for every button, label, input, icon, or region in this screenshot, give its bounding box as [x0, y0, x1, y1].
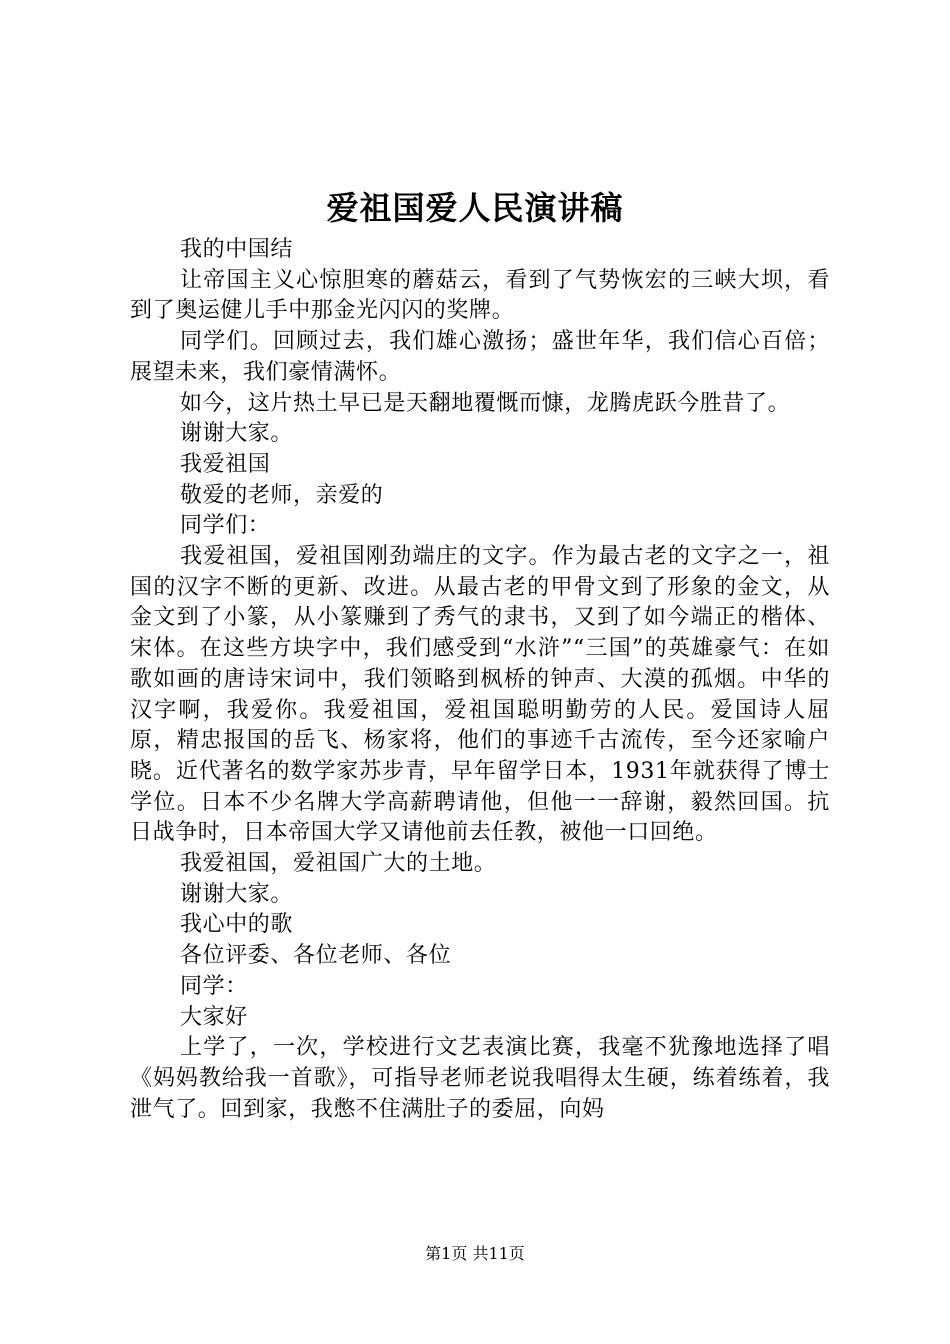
paragraph: 敬爱的老师，亲爱的 [180, 482, 384, 508]
paragraph: 上学了，一次，学校进行文艺表演比赛，我毫不犹豫地选择了唱《妈妈教给我一首歌》，可指导老师老说我唱得太生硬，练着练着，我泄气了。回到家，我憋不住满肚子的委屈，向妈 [130, 1035, 830, 1122]
document-body [130, 235, 830, 1125]
paragraph: 同学们。回顾过去，我们雄心激扬；盛世年华，我们信心百倍；展望未来，我们豪情满怀。 [130, 329, 830, 385]
paragraph: 如今，这片热土早已是天翻地覆慨而慷，龙腾虎跃今胜昔了。 [180, 390, 791, 416]
paragraph: 我爱祖国，爱祖国刚劲端庄的文字。作为最古老的文字之一，祖国的汉字不断的更新、改进。从最古老的甲骨文到了形象的金文，从金文到了小篆，从小篆赚到了秀气的隶书，又到了如今端正的楷体、宋体。在这些方块字中，我们感受到“水浒”“三国”的英雄豪气：在如歌如画的唐诗宋词中，我们领略到枫桥的钟声、大漠的孤烟。中华的汉字啊，我爱你。我爱祖国，爱祖国聪明勤劳的人民。爱国诗人屈原，精忠报国的岳飞、杨家将，他们的事迹千古流传，至今还家喻户晓。近代著名的数学家苏步青，早年留学日本，1931年就获得了博士学位。日本不少名牌大学高薪聘请他，但他一一辞谢，毅然回国。抗日战争时，日本帝国大学又请他前去任教，被他一口回绝。 [130, 544, 830, 846]
paragraph: 同学们： [180, 513, 271, 539]
document-title: 爱祖国爱人民演讲稿 [326, 189, 624, 227]
paragraph: 我爱祖国 [180, 451, 271, 477]
page-number-footer: 第1页 共11页 [425, 1244, 525, 1263]
paragraph: 我的中国结 [180, 237, 294, 262]
paragraph: 各位评委、各位老师、各位 [180, 943, 452, 969]
paragraph: 我爱祖国，爱祖国广大的土地。 [180, 851, 497, 877]
paragraph: 谢谢大家。 [180, 421, 294, 447]
paragraph: 让帝国主义心惊胆寒的蘑菇云，看到了气势恢宏的三峡大坝，看到了奥运健儿手中那金光闪闪的奖牌。 [130, 267, 830, 324]
paragraph: 我心中的歌 [180, 912, 294, 938]
paragraph: 同学： [180, 973, 248, 999]
paragraph: 大家好 [180, 1004, 248, 1030]
paragraph: 谢谢大家。 [180, 881, 294, 907]
